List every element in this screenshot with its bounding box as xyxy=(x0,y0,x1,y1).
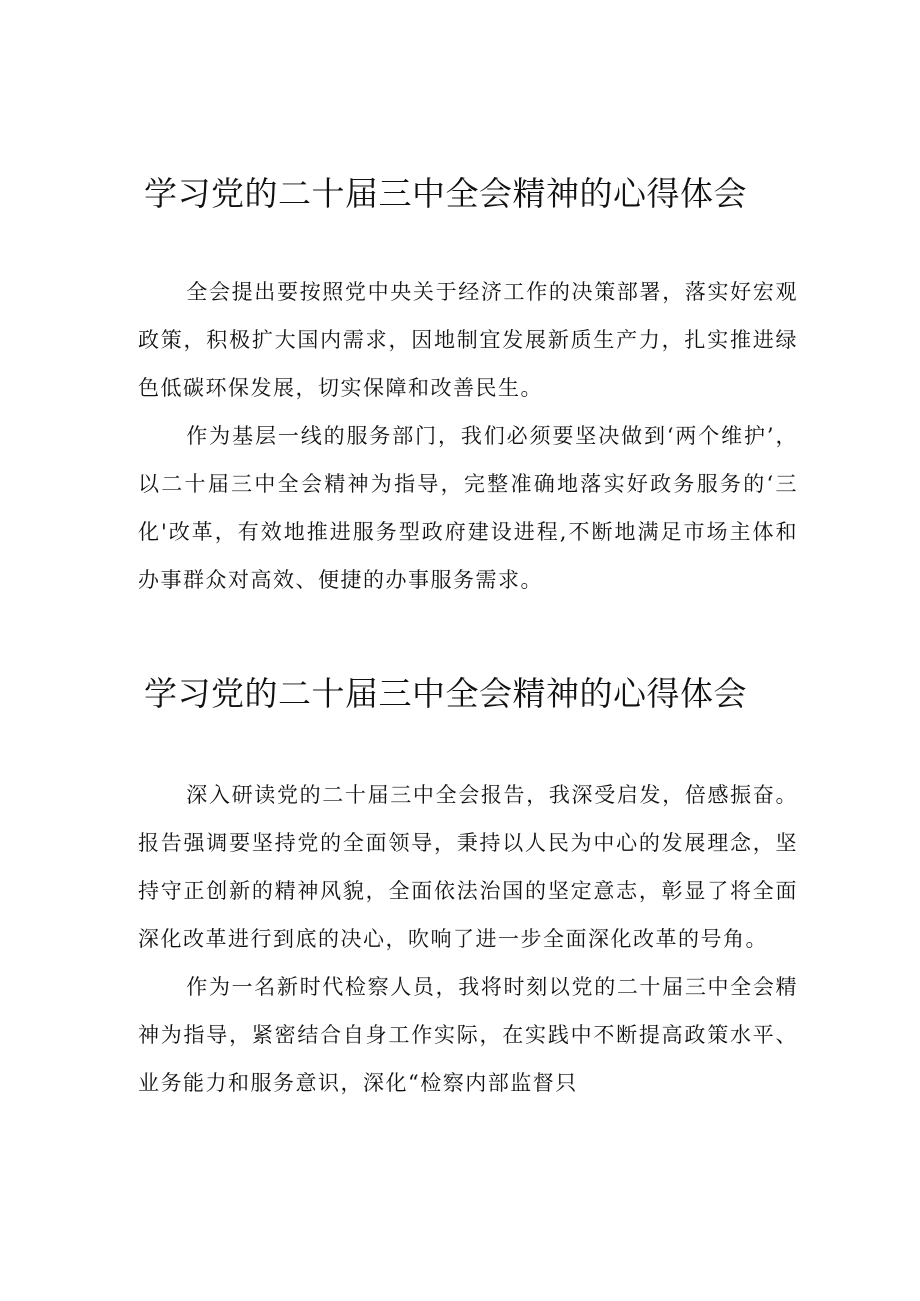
section-title: 学习党的二十届三中全会精神的心得体会 xyxy=(144,674,747,713)
article-section-1 xyxy=(138,172,798,604)
article-body xyxy=(138,268,798,604)
paragraph: 深入研读党的二十届三中全会报告，我深受启发，倍感振奋。报告强调要坚持党的全面领导，秉持以人民为中心的发展理念，坚持守正创新的精神风貌，全面依法治国的坚定意志，彰显了将全面深化改革进行到底的决心，吹响了进一步全面深化改革的号角。 xyxy=(138,783,798,951)
paragraph: 全会提出要按照党中央关于经济工作的决策部署，落实好宏观政策，积极扩大国内需求，因地制宜发展新质生产力，扎实推进绿色低碳环保发展，切实保障和改善民生。 xyxy=(138,280,798,400)
paragraph: 作为基层一线的服务部门，我们必须要坚决做到‘两个维护’，以二十届三中全会精神为指导，完整准确地落实好政务服务的‘三化'改革，有效地推进服务型政府建设进程,不断地满足市场主体和办事群众对高效、便捷的办事服务需求。 xyxy=(138,424,798,592)
article-body xyxy=(138,771,798,1107)
section-title: 学习党的二十届三中全会精神的心得体会 xyxy=(144,174,747,213)
paragraph: 作为一名新时代检察人员，我将时刻以党的二十届三中全会精神为指导，紧密结合自身工作实际，在实践中不断提高政策水平、业务能力和服务意识，深化“检察内部监督只 xyxy=(138,975,798,1095)
article-section-2 xyxy=(138,672,798,1107)
